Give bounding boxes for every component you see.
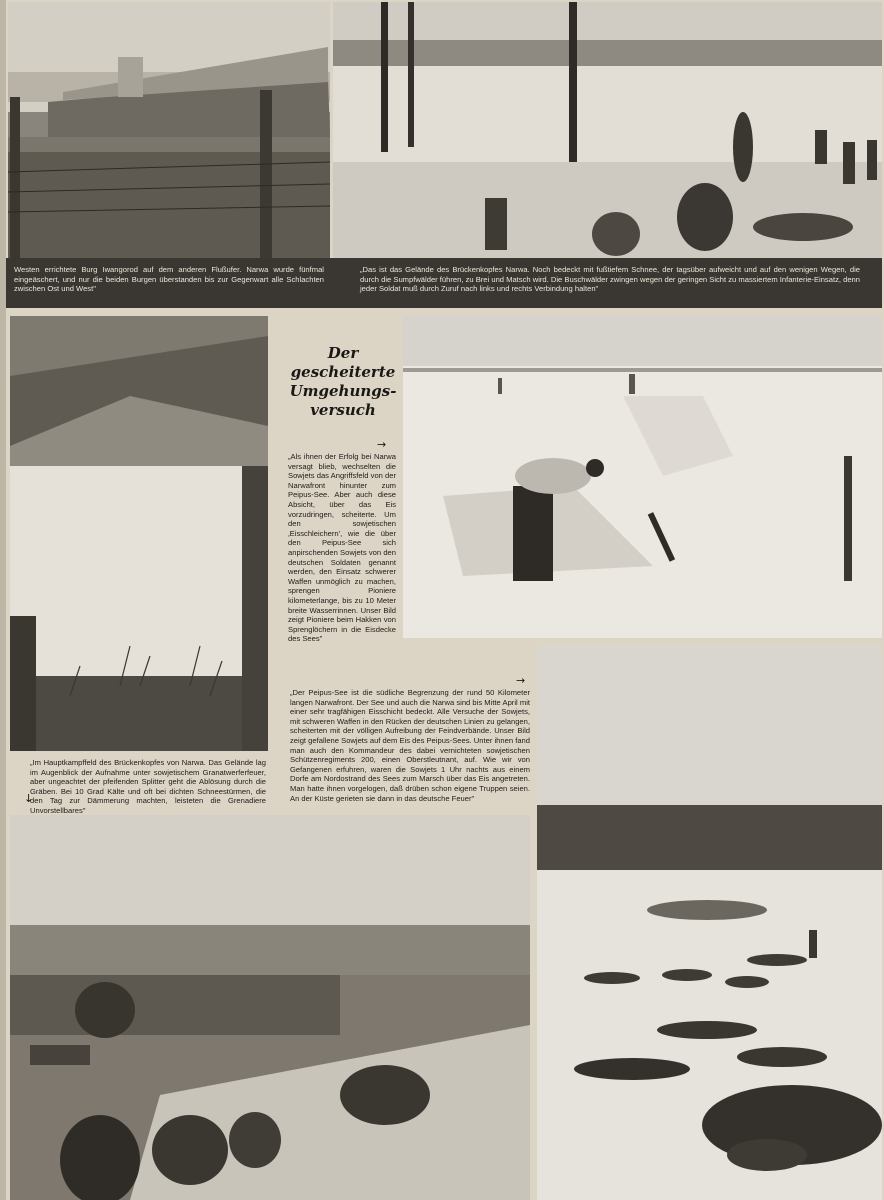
photo-pioneer-on-ice <box>403 316 882 638</box>
photo-main-battlefield <box>10 316 268 751</box>
title-line-2: gescheiterte <box>290 363 396 381</box>
photo-bridgehead-snowfield <box>333 2 882 258</box>
title-line-1: Der <box>327 344 359 362</box>
continue-arrow-right: → <box>516 674 526 687</box>
title-line-4: versuch <box>310 401 376 419</box>
photo-grenadiers-trench <box>10 815 530 1200</box>
title-line-3: Umgehungs- <box>289 382 397 400</box>
binding-gutter <box>0 0 6 1200</box>
caption-mid-right: „Der Peipus-See ist die südliche Begrenzung der rund 50 Kilometer langen Narwafront. Der See und auch die Narwa sind bis Mitte April mit einer sehr tragfähigen Eisschicht bedeckt. Alle Versuche der Sowjets, mit schweren Waffen in den Rücken der deutschen Linien zu gelangen, scheiterten mit der völligen Aufreibung der Feindverbände. Unser Bild zeigt gefallene Sowjets auf dem Eis des Peipus-Sees. Unter ihnen fand man auch den Kommandeur des dabei vernichteten sowjetischen Schützenregiments 200, einen Oberstleutnant, auf. Wie wir von Gefangenen erfuhren, waren die Sowjets 1 Uhr nachts aus einem Dorfe am Nordostrand des Sees zum Marsch über das Eis angetreten. Man hatte ihnen vorgelogen, daß drüben schon eigene Truppen seien. An der Küste gerieten sie dann in das deutsche Feuer" <box>290 688 530 803</box>
caption-center-column: „Als ihnen der Erfolg bei Narwa versagt blieb, wechselten die Sowjets das Angriffsfeld von der Narwafront hinunter zum Peipus-See. Aber auch diese Absicht, über das Eis vorzudringen, scheiterte. Um den sowjetischen ‚Eisschleichern', wie die über den Peipus-See sich anpirschenden Sowjets von den deutschen Soldaten genannt werden, den Einsatz schwerer Waffen unmöglich zu machen, sprengen Pioniere kilometerlange, bis zu 10 Meter breite Wasserrinnen. Unser Bild zeigt Pioniere beim Hakken von Sprenglöchern in die Eisdecke des Sees" <box>288 452 396 644</box>
caption-top-left: Westen errichtete Burg Iwangorod auf dem anderen Flußufer. Narwa wurde fünfmal eingeäschert, und nur die beiden Burgen überstanden bis zur Gegenwart alle Schlachten zwischen Ost und West" <box>14 265 324 294</box>
continue-arrow-down: ↓ <box>24 792 34 805</box>
continue-arrow-center: → <box>377 438 387 451</box>
caption-top-right: „Das ist das Gelände des Brückenkopfes Narwa. Noch bedeckt mit fußtiefem Schnee, der tagsüber aufweicht und auf den wenigen Wegen, die durch die Sumpfwälder führen, zu Brei und Matsch wird. Die Buschwälder zwingen wegen der geringen Sicht zu massiertem Infanterie-Einsatz, denn jeder Soldat muß durch Zuruf nach links und rechts Verbindung halten" <box>360 265 860 294</box>
photo-lake-peipus-ice <box>537 645 882 1200</box>
caption-mid-left: „Im Hauptkampffeld des Brückenkopfes von Narwa. Das Gelände lag im Augenblick der Aufnahme unter sowjetischem Granatwerferfeuer, aber ungeachtet der pfeifenden Splitter geht die Ablösung durch die Gräben. Bei 10 Grad Kälte und oft bei dichten Schneestürmen, die den Tag zur Dämmerung machten, leisteten die Grenadiere Unvorstellbares" <box>30 758 266 815</box>
photo-fortress-iwangorod <box>8 2 330 258</box>
article-title <box>288 344 398 420</box>
